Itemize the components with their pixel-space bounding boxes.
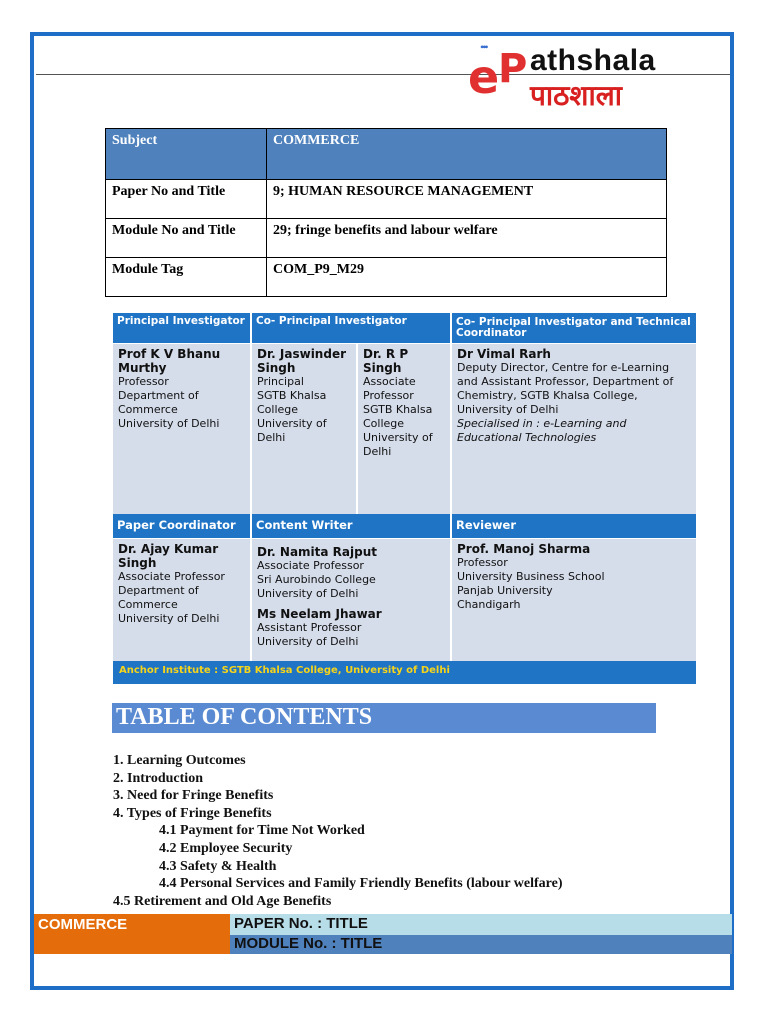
footer-paper-title: PAPER No. : TITLE <box>230 914 732 935</box>
reviewer-header: Reviewer <box>452 514 696 538</box>
paper-coordinator-header: Paper Coordinator <box>113 514 250 538</box>
toc-item: 4.5 Retirement and Old Age Benefits <box>113 893 332 909</box>
pi-cell <box>113 344 250 514</box>
copi2-name: Dr. R P Singh <box>363 347 409 375</box>
writer2-line: Assistant Professor <box>257 621 362 634</box>
module-value: 29; fringe benefits and labour welfare <box>267 219 667 258</box>
paper-coordinator-line: Department of <box>118 584 199 597</box>
copi-tech-line: Chemistry, SGTB Khalsa College, <box>457 389 638 402</box>
copi1-line: SGTB Khalsa <box>257 389 327 402</box>
writer2-line: University of Delhi <box>257 635 359 648</box>
pi-name: Prof K V Bhanu Murthy <box>118 347 221 375</box>
copi2-line: College <box>363 417 405 430</box>
writer1-name: Dr. Namita Rajput <box>257 545 377 559</box>
module-info-table <box>105 128 667 297</box>
credits-table <box>113 313 696 684</box>
paper-value: 9; HUMAN RESOURCE MANAGEMENT <box>267 180 667 219</box>
copi1-line: University of <box>257 417 327 430</box>
toc-item: 1. Learning Outcomes <box>113 753 246 768</box>
paper-coordinator-cell <box>113 539 250 661</box>
footer-module-title: MODULE No. : TITLE <box>230 935 732 954</box>
copi-tech-line: Deputy Director, Centre for e-Learning <box>457 361 670 374</box>
copi2-line: SGTB Khalsa <box>363 403 433 416</box>
copi1-line: College <box>257 403 299 416</box>
table-row <box>106 129 667 180</box>
paper-coordinator-line: Commerce <box>118 598 178 611</box>
epathshala-logo <box>468 40 718 112</box>
reviewer-cell <box>452 539 696 661</box>
copi-tech-name: Dr Vimal Rarh <box>457 347 551 361</box>
table-row <box>106 258 667 297</box>
table-row <box>106 180 667 219</box>
module-label: Module No and Title <box>106 219 267 258</box>
copi-tech-specialisation: Specialised in : e-Learning and <box>457 417 627 430</box>
reviewer-line: Chandigarh <box>457 598 521 611</box>
content-writer-header: Content Writer <box>252 514 450 538</box>
subject-value: COMMERCE <box>267 129 667 180</box>
reviewer-line: University Business School <box>457 570 605 583</box>
logo-figures-icon: ••• <box>480 40 487 54</box>
logo-p: P <box>498 46 528 92</box>
copi2-line: Professor <box>363 389 414 402</box>
writer2-name: Ms Neelam Jhawar <box>257 607 382 621</box>
content-writer-cell <box>252 539 450 661</box>
pi-line: Commerce <box>118 403 178 416</box>
copi-tech-specialisation: Educational Technologies <box>457 431 597 444</box>
toc-list <box>113 752 563 910</box>
copi-tech-line: and Assistant Professor, Department of <box>457 375 674 388</box>
toc-item: 4. Types of Fringe Benefits <box>113 805 272 821</box>
reviewer-line: Professor <box>457 556 508 569</box>
copi2-line: Associate <box>363 375 416 388</box>
copi-tech-line: University of Delhi <box>457 403 559 416</box>
reviewer-line: Panjab University <box>457 584 553 597</box>
paper-coordinator-line: University of Delhi <box>118 612 220 625</box>
table-row <box>106 219 667 258</box>
copi2-line: Delhi <box>363 445 392 458</box>
copi2-line: University of <box>363 431 433 444</box>
copi1-name: Dr. Jaswinder Singh <box>257 347 346 375</box>
module-tag-value: COM_P9_M29 <box>267 258 667 297</box>
logo-hindi-text: पाठशाला <box>530 79 622 112</box>
writer1-line: Associate Professor <box>257 559 364 572</box>
writer1-line: Sri Aurobindo College <box>257 573 376 586</box>
anchor-institute: Anchor Institute : SGTB Khalsa College, University of Delhi <box>113 661 696 684</box>
reviewer-name: Prof. Manoj Sharma <box>457 542 591 556</box>
paper-coordinator-line: Associate Professor <box>118 570 225 583</box>
pi-line: Professor <box>118 375 169 388</box>
writer1-line: University of Delhi <box>257 587 359 600</box>
toc-subitem: 4.4 Personal Services and Family Friendly Benefits (labour welfare) <box>159 876 563 892</box>
pi-line: Department of <box>118 389 199 402</box>
toc-item: 2. Introduction <box>113 770 203 786</box>
copi1-line: Principal <box>257 375 304 388</box>
toc-subitem: 4.1 Payment for Time Not Worked <box>159 823 365 839</box>
module-tag-label: Module Tag <box>106 258 267 297</box>
copi-tech-header: Co- Principal Investigator and Technical Coordinator <box>452 313 696 343</box>
paper-label: Paper No and Title <box>106 180 267 219</box>
paper-coordinator-name: Dr. Ajay Kumar Singh <box>118 542 219 570</box>
footer-subject: COMMERCE <box>34 914 230 954</box>
copi1-cell <box>252 344 356 514</box>
toc-subitem: 4.3 Safety & Health <box>159 858 277 874</box>
pi-header: Principal Investigator <box>113 313 250 343</box>
copi2-cell <box>358 344 450 514</box>
logo-e: e <box>468 50 500 104</box>
toc-subitem: 4.2 Employee Security <box>159 840 293 856</box>
logo-text: athshala <box>530 44 656 77</box>
copi-tech-cell <box>452 344 696 514</box>
toc-item: 3. Need for Fringe Benefits <box>113 788 274 804</box>
copi-header: Co- Principal Investigator <box>252 313 450 343</box>
copi1-line: Delhi <box>257 431 286 444</box>
toc-title: TABLE OF CONTENTS <box>112 703 656 733</box>
pi-line: University of Delhi <box>118 417 220 430</box>
subject-label: Subject <box>106 129 267 180</box>
